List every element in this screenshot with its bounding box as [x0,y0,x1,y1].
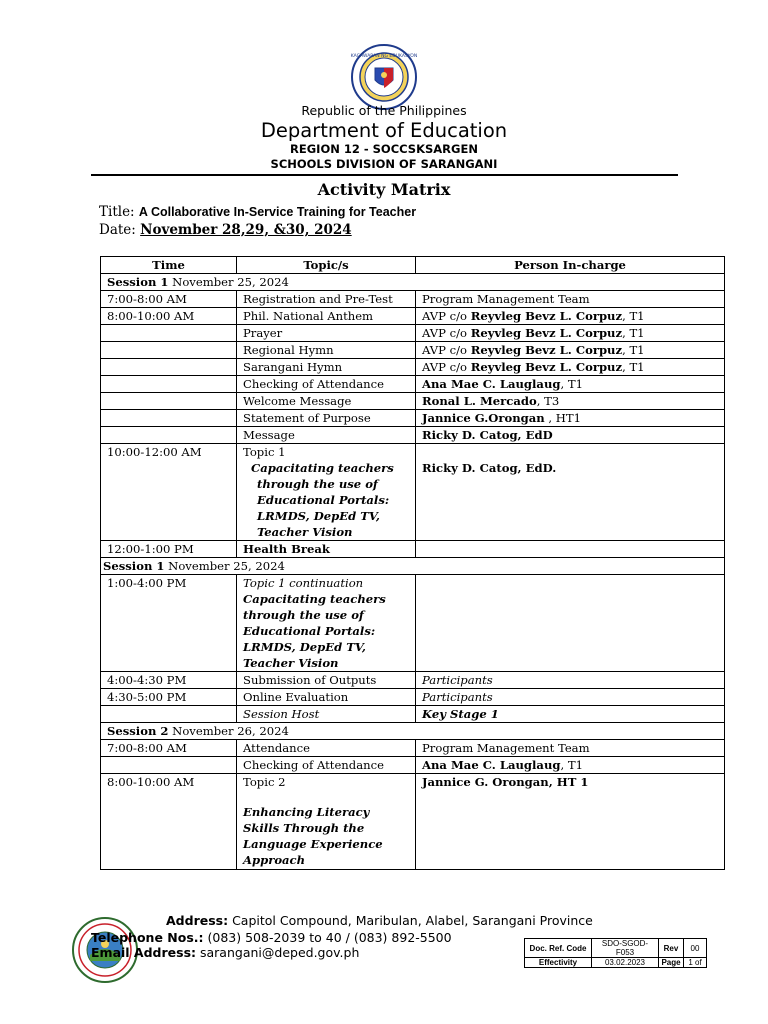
column-header: Time [101,257,237,274]
time-cell [101,342,237,359]
department-name: Department of Education [260,119,508,142]
docref-rev-label: Rev [659,939,684,958]
topic-label: Topic 1 continuation [243,576,364,590]
person-cell [416,376,725,393]
activity-title [99,204,416,220]
document-reference-table [524,938,707,968]
date-value: November 28,29, &30, 2024 [140,222,352,238]
table-row [101,376,725,393]
person-name: Ricky D. Catog, EdD. [422,461,557,475]
topic-cell: Session Host [237,706,416,723]
person-cell [416,757,725,774]
date-label: Date: [99,222,136,238]
topic-cell: Health Break [237,541,416,558]
footer-address [166,913,593,928]
table-row [101,410,725,427]
person-name: Jannice G.Orongan [422,411,545,425]
topic-cell: Message [237,427,416,444]
telephone-value: (083) 508-2039 to 40 / (083) 892-5500 [207,930,452,945]
person-name: Ronal L. Mercado [422,394,537,408]
person-cell [416,325,725,342]
person-cell [416,541,725,558]
docref-code-label: Doc. Ref. Code [525,939,592,958]
table-row [101,291,725,308]
column-header: Topic/s [237,257,416,274]
person-name: Ana Mae C. Lauglaug [422,377,561,391]
docref-page-label: Page [659,958,684,968]
person-name: Reyvleg Bevz L. Corpuz [470,360,623,374]
time-cell [101,427,237,444]
time-cell: 4:30-5:00 PM [101,689,237,706]
docref-page-value: 1 of [684,958,707,968]
deped-seal-icon [351,44,417,110]
address-label: Address: [166,913,229,928]
topic-description: Capacitating teachers through the use of Educational Portals: LRMDS, DepEd TV, Teacher Vision [243,592,386,670]
email-value: sarangani@deped.gov.ph [200,945,360,960]
session-row [101,723,725,740]
topic-description: Capacitating teachers through the use of Educational Portals: LRMDS, DepEd TV, Teacher Vision [251,461,394,539]
time-cell: 1:00-4:00 PM [101,575,237,672]
person-prefix: AVP c/o [422,326,471,340]
person-cell [416,359,725,376]
person-suffix: , T3 [536,394,560,408]
person-name: Ana Mae C. Lauglaug [422,758,561,772]
person-cell [416,342,725,359]
column-header: Person In-charge [416,257,725,274]
person-suffix: , T1 [622,309,645,323]
topic-cell: Checking of Attendance [237,757,416,774]
header-divider [91,174,678,176]
person-suffix: , T1 [560,377,583,391]
person-suffix: , HT1 [544,411,581,425]
session-date: November 25, 2024 [172,275,289,289]
topic-cell: Welcome Message [237,393,416,410]
table-row [101,342,725,359]
table-row [101,427,725,444]
table-row [101,774,725,870]
table-header-row [101,257,725,274]
session-row [101,274,725,291]
table-row [101,393,725,410]
person-suffix: , T1 [622,360,645,374]
title-label: Title: [99,204,135,220]
telephone-label: Telephone Nos.: [91,930,204,945]
person-cell [416,308,725,325]
person-cell [416,410,725,427]
svg-text:KAGAWARAN NG EDUKASYON: KAGAWARAN NG EDUKASYON [351,54,417,59]
activity-date [99,222,352,238]
person-suffix: , T1 [622,343,645,357]
session-row [101,558,725,575]
person-suffix: , T1 [622,326,645,340]
topic-cell: Statement of Purpose [237,410,416,427]
person-cell [416,444,725,541]
time-cell: 8:00-10:00 AM [101,774,237,870]
session-label: Session 1 [103,559,165,573]
topic-cell [237,575,416,672]
topic-cell: Submission of Outputs [237,672,416,689]
topic-cell: Attendance [237,740,416,757]
person-prefix: AVP c/o [422,309,471,323]
time-cell: 10:00-12:00 AM [101,444,237,541]
person-cell: Program Management Team [416,291,725,308]
topic-cell: Online Evaluation [237,689,416,706]
docref-effectivity-label: Effectivity [525,958,592,968]
person-cell: Ricky D. Catog, EdD [416,427,725,444]
table-row [101,325,725,342]
table-row [101,308,725,325]
table-row [101,359,725,376]
topic-description: Enhancing Literacy Skills Through the Language Experience Approach [243,805,383,867]
topic-cell: Phil. National Anthem [237,308,416,325]
person-cell: Participants [416,689,725,706]
email-label: Email Address: [91,945,197,960]
time-cell: 8:00-10:00 AM [101,308,237,325]
topic-cell [237,444,416,541]
topic-cell: Regional Hymn [237,342,416,359]
division-name: SCHOOLS DIVISION OF SARANGANI [270,157,498,171]
topic-cell: Prayer [237,325,416,342]
table-row [101,706,725,723]
time-cell: 12:00-1:00 PM [101,541,237,558]
region-name: REGION 12 - SOCCSKSARGEN [290,142,478,156]
docref-effectivity-value: 03.02.2023 [592,958,659,968]
table-row [101,757,725,774]
person-cell: Program Management Team [416,740,725,757]
time-cell [101,359,237,376]
session-label: Session 1 [107,275,169,289]
person-name: Reyvleg Bevz L. Corpuz [470,343,623,357]
person-cell: Jannice G. Orongan, HT 1 [416,774,725,870]
time-cell [101,376,237,393]
topic-cell: Registration and Pre-Test [237,291,416,308]
table-row [101,672,725,689]
topic-cell: Sarangani Hymn [237,359,416,376]
footer-telephone [91,930,452,945]
table-row [101,541,725,558]
footer-email [91,945,359,960]
time-cell [101,393,237,410]
person-cell: Key Stage 1 [416,706,725,723]
table-row [101,689,725,706]
person-prefix: AVP c/o [422,343,471,357]
time-cell: 4:00-4:30 PM [101,672,237,689]
docref-code-value: SDO-SGOD-F053 [592,939,659,958]
time-cell: 7:00-8:00 AM [101,291,237,308]
time-cell: 7:00-8:00 AM [101,740,237,757]
session-date: November 26, 2024 [172,724,289,738]
table-row [101,444,725,541]
person-prefix: AVP c/o [422,360,471,374]
person-suffix: , T1 [560,758,583,772]
address-value: Capitol Compound, Maribulan, Alabel, Sarangani Province [232,913,593,928]
topic-label: Topic 1 [243,445,286,459]
republic-line: Republic of the Philippines [301,103,467,118]
person-name: Reyvleg Bevz L. Corpuz [470,326,623,340]
time-cell [101,757,237,774]
table-row [101,575,725,672]
session-date: November 25, 2024 [168,559,285,573]
page-title: Activity Matrix [317,180,451,199]
person-cell [416,393,725,410]
title-value: A Collaborative In-Service Training for Teacher [138,205,417,219]
session-label: Session 2 [107,724,169,738]
time-cell [101,706,237,723]
docref-rev-value: 00 [684,939,707,958]
topic-cell: Checking of Attendance [237,376,416,393]
activity-matrix-table [100,256,725,870]
topic-cell [237,774,416,870]
person-name: Reyvleg Bevz L. Corpuz [470,309,623,323]
topic-label: Topic 2 [243,775,286,789]
person-cell: Participants [416,672,725,689]
table-row [101,740,725,757]
time-cell [101,325,237,342]
person-cell [416,575,725,672]
time-cell [101,410,237,427]
